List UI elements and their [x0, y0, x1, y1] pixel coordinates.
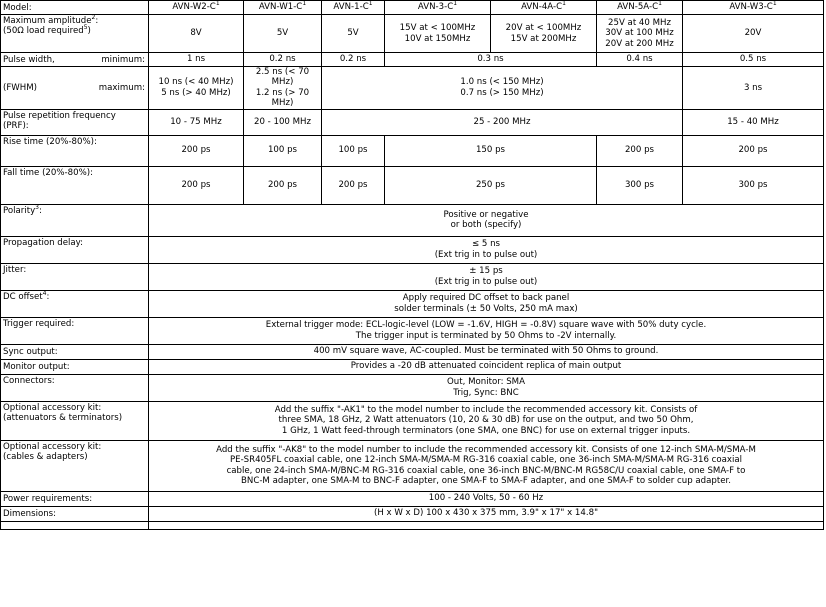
- fall-time-value: 250 ps: [385, 166, 597, 204]
- pulse-width-max-value: 1.0 ns (< 150 MHz) 0.7 ns (> 150 MHz): [322, 67, 683, 110]
- model-name-text: AVN-W2-C: [172, 2, 216, 13]
- amplitude-value: 15V at < 100MHz 10V at 150MHz: [385, 15, 491, 53]
- dimensions-row: [1, 506, 824, 521]
- model-name-text: AVN-W3-C: [729, 2, 773, 13]
- sync-value: 400 mV square wave, AC-coupled. Must be terminated with 50 Ohms to ground.: [149, 344, 824, 359]
- amplitude-value: 20V: [683, 15, 824, 53]
- rise-time-value: 100 ps: [244, 135, 322, 166]
- prf-row: [1, 109, 824, 135]
- amplitude-label-colon: :: [95, 16, 99, 26]
- amplitude-label: [1, 15, 149, 53]
- model-name: [597, 1, 683, 15]
- fall-time-value: 200 ps: [322, 166, 385, 204]
- propagation-value: ≤ 5 ns (Ext trig in to pulse out): [149, 236, 824, 263]
- dc-offset-row: [1, 290, 824, 317]
- fall-time-value: 300 ps: [597, 166, 683, 204]
- model-name-text: AVN-1-C: [333, 2, 369, 13]
- amplitude-load-note-end: ): [87, 26, 91, 37]
- accessory-kit-ak8-label: Optional accessory kit: (cables & adapters): [1, 440, 149, 491]
- trigger-value: External trigger mode: ECL-logic-level (LOW = -1.6V, HIGH = -0.8V) square wave with 50% duty cycle. The trigger input is terminated by 50 Ohms to -2V internally.: [149, 317, 824, 344]
- amplitude-value: 8V: [149, 15, 244, 53]
- cutoff-cell: [149, 521, 824, 529]
- amplitude-value: 20V at < 100MHz 15V at 200MHz: [491, 15, 597, 53]
- jitter-value: ± 15 ps (Ext trig in to pulse out): [149, 263, 824, 290]
- model-superscript: 1: [453, 0, 458, 8]
- sync-row: [1, 344, 824, 359]
- rise-time-value: 200 ps: [597, 135, 683, 166]
- model-superscript: 1: [215, 0, 220, 8]
- rise-time-value: 150 ps: [385, 135, 597, 166]
- cutoff-cell: [1, 521, 149, 529]
- pulse-width-max-value: 10 ns (< 40 MHz) 5 ns (> 40 MHz): [149, 67, 244, 110]
- polarity-label-colon: :: [39, 205, 42, 216]
- model-name-text: AVN-5A-C: [617, 2, 659, 13]
- pulse-width-min-value: 0.2 ns: [244, 53, 322, 67]
- prf-label: Pulse repetition frequency (PRF):: [1, 109, 149, 135]
- pulse-width-min-value: 0.3 ns: [385, 53, 597, 67]
- model-name: [149, 1, 244, 15]
- pulse-width-min-value: 1 ns: [149, 53, 244, 67]
- pulse-width-max-value: 3 ns: [683, 67, 824, 110]
- dc-offset-label-text: DC offset: [3, 291, 43, 302]
- prf-value: 10 - 75 MHz: [149, 109, 244, 135]
- fall-time-value: 300 ps: [683, 166, 824, 204]
- accessory-kit-ak1-row: [1, 401, 824, 440]
- propagation-label: Propagation delay:: [1, 236, 149, 263]
- fall-time-row: [1, 166, 824, 204]
- trigger-label: Trigger required:: [1, 317, 149, 344]
- pulse-width-label-pair: [3, 55, 145, 65]
- rise-time-label: Rise time (20%-80%):: [1, 135, 149, 166]
- pulse-width-max-value: 2.5 ns (< 70 MHz) 1.2 ns (> 70 MHz): [244, 67, 322, 110]
- power-row: [1, 491, 824, 506]
- propagation-row: [1, 236, 824, 263]
- pulse-width-min-value: 0.2 ns: [322, 53, 385, 67]
- amplitude-label-text: Maximum amplitude: [3, 16, 92, 26]
- pulse-width-min-value: 0.5 ns: [683, 53, 824, 67]
- rise-time-value: 100 ps: [322, 135, 385, 166]
- prf-value: 25 - 200 MHz: [322, 109, 683, 135]
- model-name-text: AVN-W1-C: [258, 2, 303, 13]
- amplitude-load-note: (50Ω load required: [3, 26, 84, 37]
- fall-time-value: 200 ps: [149, 166, 244, 204]
- model-name: [244, 1, 322, 15]
- model-label: Model:: [1, 1, 149, 15]
- rise-time-row: [1, 135, 824, 166]
- pulse-width-max-row: [1, 67, 824, 110]
- pulse-width-min-row: [1, 53, 824, 67]
- connectors-value: Out, Monitor: SMA Trig, Sync: BNC: [149, 374, 824, 401]
- power-value: 100 - 240 Volts, 50 - 60 Hz: [149, 491, 824, 506]
- accessory-kit-ak8-row: [1, 440, 824, 491]
- pulse-width-label-right: minimum:: [101, 54, 145, 65]
- trigger-row: [1, 317, 824, 344]
- polarity-value: Positive or negative or both (specify): [149, 204, 824, 236]
- amplitude-value: 5V: [322, 15, 385, 53]
- amplitude-row: [1, 15, 824, 53]
- dc-offset-value: Apply required DC offset to back panel solder terminals (± 50 Volts, 250 mA max): [149, 290, 824, 317]
- model-superscript: 1: [302, 0, 307, 8]
- model-row: [1, 1, 824, 15]
- dimensions-label: Dimensions:: [1, 506, 149, 521]
- dimensions-value: (H x W x D) 100 x 430 x 375 mm, 3.9" x 17" x 14.8": [149, 506, 824, 521]
- accessory-kit-ak8-value: Add the suffix "-AK8" to the model number to include the recommended accessory kit. Consists of one 12-inch SMA-M/SMA-M PE-SR405FL coaxial cable, one 12-inch SMA-M/SMA-M RG-316 coaxial cable, one 36-inch SMA-M/SMA-M RG-316 coaxial cable, one 24-inch SMA-M/BNC-M RG-316 coaxial cable, one 36-inch BNC-M/BNC-M RG58C/U coaxial cable, one SMA-F to BNC-M adapter, one SMA-M to BNC-F adapter, one SMA-F to SMA-F adapter, and one SMA-F to solder cup adapter.: [149, 440, 824, 491]
- footnote-marker: 3: [35, 203, 39, 211]
- polarity-label-text: Polarity: [3, 205, 36, 216]
- model-name: [322, 1, 385, 15]
- pulse-width-min-value: 0.4 ns: [597, 53, 683, 67]
- pulse-width-min-label: [1, 53, 149, 67]
- accessory-kit-ak1-label: Optional accessory kit: (attenuators & terminators): [1, 401, 149, 440]
- model-name-text: AVN-3-C: [417, 2, 454, 13]
- model-superscript: 1: [368, 0, 373, 8]
- model-superscript: 1: [772, 0, 777, 8]
- footnote-marker: 5: [83, 24, 88, 32]
- prf-value: 15 - 40 MHz: [683, 109, 824, 135]
- jitter-label: Jitter:: [1, 263, 149, 290]
- model-name: [683, 1, 824, 15]
- model-name-text: AVN-4A-C: [521, 2, 563, 13]
- monitor-row: [1, 359, 824, 374]
- dc-offset-label: [1, 290, 149, 317]
- model-name: [385, 1, 491, 15]
- accessory-kit-ak1-value: Add the suffix "-AK1" to the model number to include the recommended accessory kit. Consists of three SMA, 18 GHz, 2 Watt attenuators (10, 20 & 30 dB) for use on the output, and two 50 Ohm, 1 GHz, 1 Watt feed-through terminators (one SMA, one BNC) for use on external trigger inputs.: [149, 401, 824, 440]
- pulse-width-label-right: maximum:: [98, 83, 145, 94]
- model-name: [491, 1, 597, 15]
- pulse-width-label-pair: [3, 83, 145, 93]
- connectors-label: Connectors:: [1, 374, 149, 401]
- jitter-row: [1, 263, 824, 290]
- fall-time-label: Fall time (20%-80%):: [1, 166, 149, 204]
- sync-label: Sync output:: [1, 344, 149, 359]
- footnote-marker: 2: [91, 14, 96, 22]
- connectors-row: [1, 374, 824, 401]
- power-label: Power requirements:: [1, 491, 149, 506]
- amplitude-value: 5V: [244, 15, 322, 53]
- pulse-width-label-left: Pulse width,: [3, 54, 55, 65]
- prf-value: 20 - 100 MHz: [244, 109, 322, 135]
- rise-time-value: 200 ps: [149, 135, 244, 166]
- dc-offset-label-colon: :: [46, 291, 50, 302]
- model-superscript: 1: [562, 0, 566, 8]
- fall-time-value: 200 ps: [244, 166, 322, 204]
- amplitude-value: 25V at 40 MHz 30V at 100 MHz 20V at 200 MHz: [597, 15, 683, 53]
- cutoff-row: [1, 521, 824, 529]
- polarity-row: [1, 204, 824, 236]
- pulse-width-max-label: [1, 67, 149, 110]
- monitor-label: Monitor output:: [1, 359, 149, 374]
- model-superscript: 1: [658, 0, 662, 8]
- rise-time-value: 200 ps: [683, 135, 824, 166]
- pulse-width-label-left: (FWHM): [3, 83, 38, 94]
- footnote-marker: 4: [42, 289, 47, 297]
- polarity-label: [1, 204, 149, 236]
- monitor-value: Provides a -20 dB attenuated coincident replica of main output: [149, 359, 824, 374]
